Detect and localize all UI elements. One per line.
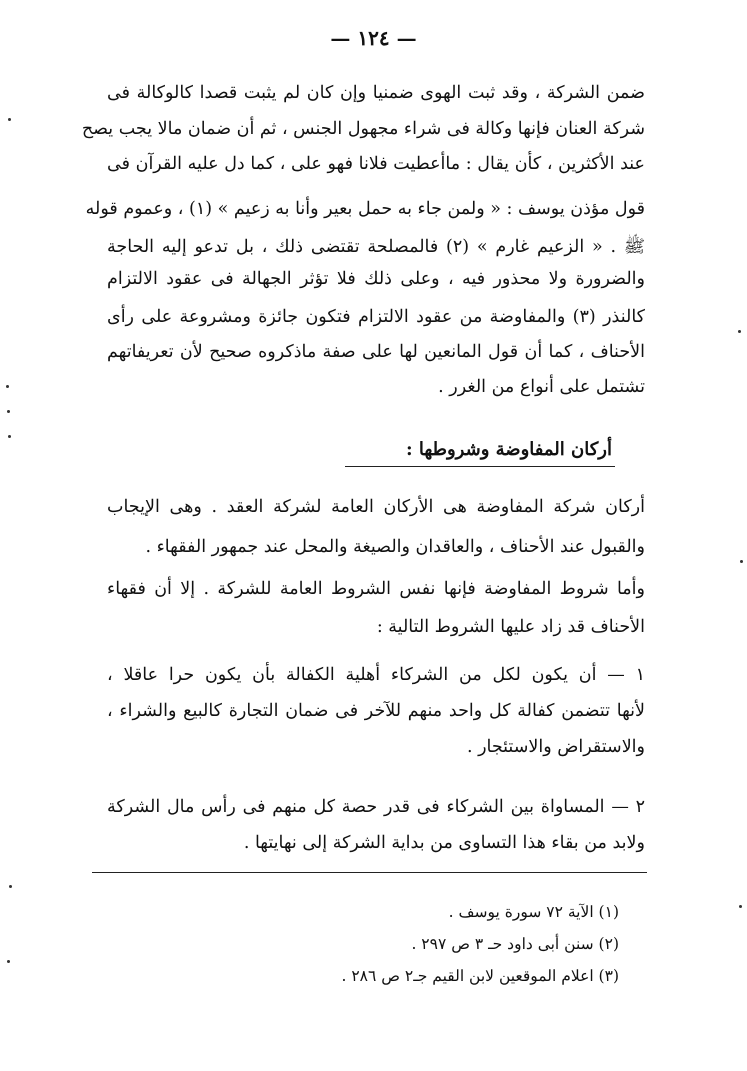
paragraph-2-line: والقبول عند الأحناف ، والعاقدان والصيغة والمحل عند جمهور الفقهاء . [145, 537, 645, 557]
scan-speck [9, 885, 12, 888]
condition-1-line: والاستقراض والاستئجار . [466, 737, 645, 757]
footnote-3: (٣) اعلام الموقعين لابن القيم جـ٢ ص ٢٨٦ . [341, 967, 619, 985]
condition-2-line: ٢ — المساواة بين الشركاء فى قدر حصة كل منهم فى رأس مال الشركة [107, 797, 645, 817]
scan-speck [7, 960, 10, 963]
scan-speck [740, 560, 743, 563]
condition-1-line: لأنها تتضمن كفالة كل واحد منهم للآخر فى ضمان التجارة كالبيع والشراء ، [107, 701, 645, 721]
paragraph-1-line: ﷺ . « الزعيم غارم » (٢) فالمصلحة تقتضى ذلك ، بل تدعو إليه الحاجة [107, 237, 645, 257]
footnote-1: (١) الآية ٧٢ سورة يوسف . [448, 903, 619, 921]
scan-speck [6, 385, 9, 388]
scan-speck [739, 905, 742, 908]
paragraph-1-line: شركة العنان فإنها وكالة فى شراء مجهول الجنس ، ثم أن ضمان مالا يجب يصح [81, 119, 645, 139]
condition-2-line: ولابد من بقاء هذا التساوى من بداية الشركة إلى نهايتها . [243, 833, 645, 853]
paragraph-1-line: والضرورة ولا محذور فيه ، وعلى ذلك فلا تؤثر الجهالة فى عقود الالتزام [107, 269, 645, 289]
heading-underline [345, 466, 615, 467]
scan-speck [738, 330, 741, 333]
page-number: — ١٢٤ — [330, 26, 417, 50]
paragraph-1-line: قول مؤذن يوسف : « ولمن جاء به حمل بعير وأنا به زعيم » (١) ، وعموم قوله [85, 199, 645, 219]
paragraph-1-line: عند الأكثرين ، كأن يقال : ماأعطيت فلانا فهو على ، كما دل عليه القرآن فى [107, 154, 645, 174]
scan-speck [8, 118, 11, 121]
paragraph-3-line: الأحناف قد زاد عليها الشروط التالية : [376, 617, 645, 637]
paragraph-3-line: وأما شروط المفاوضة فإنها نفس الشروط العامة للشركة . إلا أن فقهاء [107, 579, 645, 599]
scan-speck [7, 410, 10, 413]
footnote-separator [92, 872, 647, 873]
paragraph-2-line: أركان شركة المفاوضة هى الأركان العامة لشركة العقد . وهى الإيجاب [107, 497, 645, 517]
paragraph-1-line: ضمن الشركة ، وقد ثبت الهوى ضمنيا وإن كان لم يثبت قصدا كالوكالة فى [107, 83, 645, 103]
footnote-2: (٢) سنن أبى داود حـ ٣ ص ٢٩٧ . [411, 935, 619, 953]
scan-speck [8, 435, 11, 438]
paragraph-1-line: تشتمل على أنواع من الغرر . [438, 377, 645, 397]
paragraph-1-line: كالنذر (٣) والمفاوضة من عقود الالتزام فتكون جائزة ومشروعة على رأى [107, 307, 645, 327]
section-heading: أركان المفاوضة وشروطها : [405, 439, 612, 460]
condition-1-line: ١ — أن يكون لكل من الشركاء أهلية الكفالة بأن يكون حرا عاقلا ، [107, 665, 645, 685]
paragraph-1-line: الأحناف ، كما أن قول المانعين لها على صفة ماذكروه صحيح لأن تعريفاتهم [107, 342, 645, 362]
